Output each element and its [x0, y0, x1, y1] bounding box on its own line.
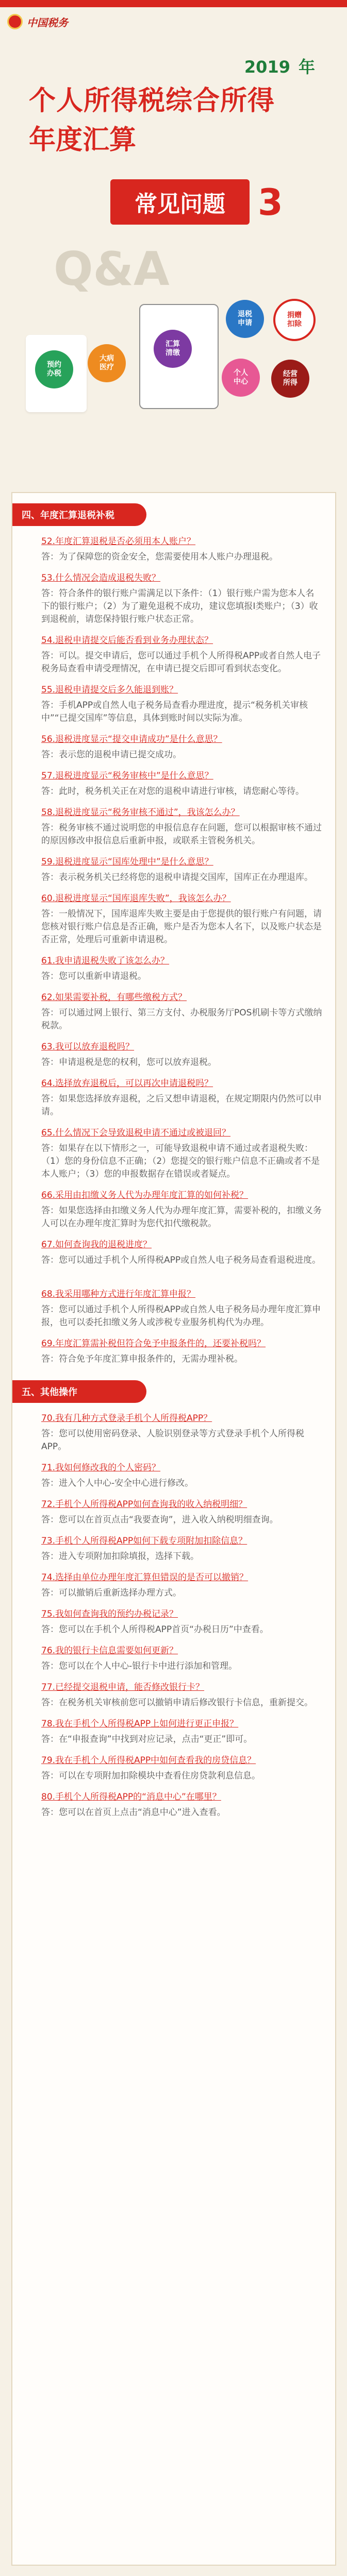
- answer-item: 答：如果您选择由扣缴义务人代为办理年度汇算，需要补税的，扣缴义务人可以在办理年度汇算时为您代扣代缴税款。: [41, 1206, 322, 1229]
- question-item[interactable]: 69.年度汇算需补税但符合免予申报条件的，还要补税吗？: [41, 1338, 266, 1349]
- content-panel: [11, 492, 336, 2566]
- answer-item: 答：手机APP或自然人电子税务局查看办理进度，提示“税务机关审核中”“已提交国库”等信息，具体到账时间以实际为准。: [41, 700, 308, 723]
- question-item[interactable]: 71.我如何修改我的个人密码？: [41, 1463, 161, 1473]
- answer-item: 答：在“申报查询”中找到对应记录，点击“更正”即可。: [41, 1734, 253, 1744]
- section-header-0: 四、年度汇算退税补税: [12, 503, 146, 526]
- question-item[interactable]: 68.我采用哪种方式进行年度汇算申报？: [41, 1289, 196, 1299]
- question-item[interactable]: 65.什么情况下会导致退税申请不通过或被退回？: [41, 1128, 231, 1138]
- year-unit: 年: [298, 57, 315, 77]
- question-item[interactable]: 80.手机个人所得税APP的“消息中心”在哪里？: [41, 1792, 221, 1802]
- question-item[interactable]: 64.选择放弃退税后，可以再次申请退税吗？: [41, 1078, 213, 1089]
- question-item[interactable]: 72.手机个人所得税APP如何查询我的收入纳税明细？: [41, 1499, 247, 1510]
- question-item[interactable]: 62.如果需要补税，有哪些缴税方式？: [41, 992, 187, 1003]
- question-item[interactable]: 73.手机个人所得税APP如何下载专项附加扣除信息？: [41, 1536, 247, 1546]
- question-item[interactable]: 63.我可以放弃退税吗？: [41, 1042, 135, 1052]
- icon-badge-4: 捐赠 扣除: [273, 299, 316, 341]
- answer-item: 答：可以。提交申请后，您可以通过手机个人所得税APP或者自然人电子税务局查看申请受理情况，在申请已提交后即可看到状态变化。: [41, 651, 321, 674]
- icon-badge-1: 预约 办税: [35, 350, 73, 388]
- answer-item: 答：如果存在以下情形之一，可能导致退税申请不通过或者退税失败：（1）您的身份信息不正确；（2）您提交的银行账户信息不正确或者不是本人账户；（3）您的申报数据存在错误或者疑点。: [41, 1143, 320, 1179]
- question-item[interactable]: 57.退税进度显示“税务审核中”是什么意思？: [41, 771, 213, 781]
- answer-item: 答：您可以在个人中心-银行卡中进行添加和管理。: [41, 1661, 238, 1671]
- answer-item: 答：申请退税是您的权利，您可以放弃退税。: [41, 1057, 217, 1067]
- question-item[interactable]: 77.已经提交退税申请，能否修改银行卡？: [41, 1682, 205, 1692]
- answer-item: 答：符合条件的银行账户需满足以下条件：（1）银行账户需为您本人名下的银行账户；（2）为了避免退税不成功，建议您填报I类账户；（3）收到退税前，请您保持银行账户状态正常。: [41, 588, 318, 624]
- answer-item: 答：在税务机关审核前您可以撤销申请后修改银行卡信息，重新提交。: [41, 1698, 313, 1708]
- question-item[interactable]: 56.退税进度显示“提交申请成功”是什么意思？: [41, 734, 222, 744]
- page-title-line1: 个人所得税综合所得: [29, 86, 275, 116]
- qa-watermark: Q&A: [54, 242, 170, 296]
- question-item[interactable]: 53.什么情况会造成退税失败？: [41, 573, 161, 583]
- answer-item: 答：进入专项附加扣除填报，选择下载。: [41, 1551, 199, 1562]
- question-item[interactable]: 60.退税进度显示“国库退库失败”，我该怎么办？: [41, 893, 231, 904]
- answer-item: 答：您可以使用密码登录、人脸识别登录等方式登录手机个人所得税APP。: [41, 1429, 304, 1452]
- answer-item: 答：进入个人中心-安全中心进行修改。: [41, 1478, 194, 1488]
- answer-item: 答：可以在专项附加扣除模块中查看住房贷款利息信息。: [41, 1771, 260, 1781]
- answer-item: 答：可以通过网上银行、第三方支付、办税服务厅POS机刷卡等方式缴纳税款。: [41, 1008, 322, 1031]
- answer-item: 答：您可以在首页上点击“消息中心”进入查看。: [41, 1807, 226, 1818]
- question-item[interactable]: 66.采用由扣缴义务人代为办理年度汇算的如何补税？: [41, 1190, 249, 1200]
- answer-item: 答：表示您的退税申请已提交成功。: [41, 750, 181, 760]
- year-number: 2019: [244, 57, 290, 77]
- answer-item: 答：为了保障您的资金安全，您需要使用本人账户办理退税。: [41, 552, 278, 562]
- icon-badge-3: 退税 申请: [226, 300, 264, 338]
- question-item[interactable]: 70.我有几种方式登录手机个人所得税APP？: [41, 1413, 212, 1423]
- answer-item: 答：您可以通过手机个人所得税APP或自然人电子税务局办理年度汇算申报，也可以委托扣缴义务人或涉税专业服务机构代为办理。: [41, 1304, 321, 1328]
- year-label: [244, 50, 315, 78]
- question-item[interactable]: 55.退税申请提交后多久能退到账？: [41, 685, 178, 695]
- icon-badge-6: 个人 中心: [222, 359, 260, 397]
- question-item[interactable]: 54.退税申请提交后能否看到业务办理状态？: [41, 635, 213, 646]
- page-title-line2: 年度汇算: [29, 125, 137, 156]
- faq-banner: 常见问题: [110, 179, 250, 225]
- answer-item: 答：表示税务机关已经将您的退税申请提交国库，国库正在办理退库。: [41, 872, 313, 883]
- question-item[interactable]: 79.我在手机个人所得税APP中如何查看我的房贷信息？: [41, 1755, 256, 1766]
- question-item[interactable]: 76.我的银行卡信息需要如何更新？: [41, 1646, 178, 1656]
- icon-badge-5: 汇算 清缴: [154, 330, 192, 368]
- question-item[interactable]: 52.年度汇算退税是否必须用本人账户？: [41, 536, 196, 547]
- illustration: [26, 299, 325, 469]
- answer-item: 答：您可以在首页点击“我要查询”，进入收入纳税明细查询。: [41, 1515, 278, 1525]
- question-item[interactable]: 61.我申请退税失败了该怎么办？: [41, 956, 170, 966]
- answer-item: 答：您可以在手机个人所得税APP首页“办税日历”中查看。: [41, 1624, 269, 1635]
- question-item[interactable]: 59.退税进度显示“国库处理中”是什么意思？: [41, 857, 213, 867]
- emblem-icon: [7, 14, 23, 29]
- answer-item: 答：您可以重新申请退税。: [41, 971, 146, 981]
- question-item[interactable]: 67.如何查询我的退税进度？: [41, 1240, 152, 1250]
- tax-logo: [7, 12, 85, 31]
- answer-item: 答：如果您选择放弃退税，之后又想申请退税，在规定期限内仍然可以申请。: [41, 1094, 322, 1117]
- icon-badge-2: 大病 医疗: [88, 344, 126, 382]
- section-header-1: 五、其他操作: [12, 1380, 146, 1403]
- question-item[interactable]: 75.我如何查询我的预约办税记录？: [41, 1609, 178, 1619]
- faq-number: 3: [258, 181, 283, 224]
- answer-item: 答：一般情况下，国库退库失败主要是由于您提供的银行账户有问题，请您核对银行账户信息是否正确，账户是否为您本人名下，以及账户状态是否正常，处理后可重新申请退税。: [41, 909, 322, 945]
- logo-text: 中国税务: [27, 16, 68, 29]
- answer-item: 答：税务审核不通过说明您的申报信息存在问题，您可以根据审核不通过的原因修改申报信息后重新申报，或联系主管税务机关。: [41, 823, 322, 846]
- question-item[interactable]: 58.退税进度显示“税务审核不通过”，我该怎么办？: [41, 807, 240, 818]
- question-item[interactable]: 74.选择由单位办理年度汇算但错误的是否可以撤销？: [41, 1572, 249, 1583]
- top-accent-bar: [0, 0, 347, 7]
- question-item[interactable]: 78.我在手机个人所得税APP上如何进行更正申报？: [41, 1719, 239, 1729]
- answer-item: 答：您可以通过手机个人所得税APP或自然人电子税务局查看退税进度。: [41, 1255, 321, 1265]
- answer-item: 答：可以撤销后重新选择办理方式。: [41, 1588, 181, 1598]
- icon-badge-7: 经营 所得: [271, 360, 309, 398]
- answer-item: 答：此时，税务机关正在对您的退税申请进行审核，请您耐心等待。: [41, 786, 304, 796]
- answer-item: 答：符合免予年度汇算申报条件的，无需办理补税。: [41, 1354, 243, 1364]
